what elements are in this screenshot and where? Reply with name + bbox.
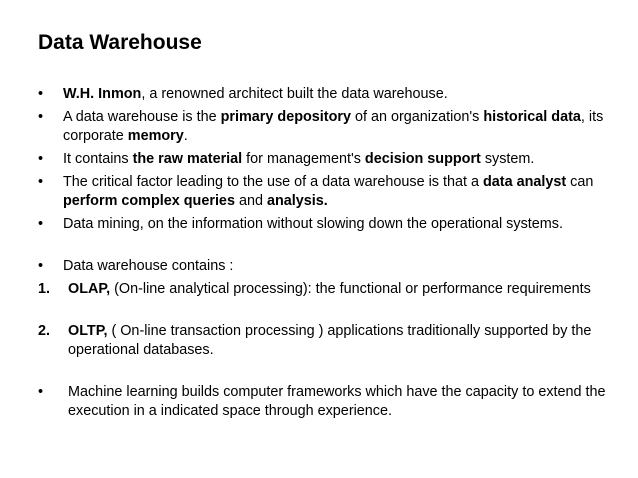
text-span: of an organization's <box>350 109 484 125</box>
text-span: Machine learning builds computer frameworks which have the capacity to extend the execution in a indicated space through experience. <box>68 384 606 419</box>
bullet-marker: • <box>38 151 44 167</box>
bullet-marker: • <box>38 86 44 102</box>
bullet-item <box>38 215 618 234</box>
text-bold: OLAP, <box>68 281 111 297</box>
bullet-marker: • <box>38 174 44 190</box>
list-number: 1. <box>38 281 51 297</box>
bullet-text <box>68 383 618 421</box>
bullet-text <box>63 215 618 234</box>
bullet-text <box>63 85 618 104</box>
bullet-marker: • <box>38 216 44 232</box>
text-span: and <box>234 193 267 209</box>
bullet-item <box>38 108 618 146</box>
text-bold: decision support <box>364 151 481 167</box>
text-bold: historical data <box>483 109 581 125</box>
text-bold: W.H. Inmon <box>63 86 142 102</box>
list-number: 2. <box>38 323 51 339</box>
bullet-text <box>63 173 618 211</box>
slide-title: Data Warehouse <box>38 31 202 54</box>
text-bold: primary depository <box>220 109 351 125</box>
text-span: A data warehouse is the <box>63 109 221 125</box>
bullet-item <box>38 257 618 276</box>
text-span: The critical factor leading to the use of a data warehouse is that a <box>63 174 483 190</box>
text-span: , its corporate <box>63 109 604 144</box>
text-span: for management's <box>242 151 365 167</box>
text-bold: the raw material <box>132 151 243 167</box>
text-span: Data mining, on the information without slowing down the operational systems. <box>63 216 563 232</box>
numbered-item <box>38 322 618 360</box>
text-bold: analysis. <box>266 193 328 209</box>
bullet-marker: • <box>38 384 44 400</box>
text-span: system. <box>480 151 535 167</box>
numbered-text <box>68 280 618 299</box>
text-span: It contains <box>63 151 133 167</box>
text-span: Data warehouse contains : <box>63 258 234 274</box>
text-span: can <box>566 174 594 190</box>
bullet-item <box>38 383 618 421</box>
bullet-text <box>63 150 618 169</box>
text-span: , a renowned architect built the data warehouse. <box>141 86 448 102</box>
text-span: ( On-line transaction processing ) applications traditionally supported by the operational databases. <box>68 323 592 358</box>
text-span: (On-line analytical processing): the functional or performance requirements <box>110 281 591 297</box>
numbered-text <box>68 322 618 360</box>
text-bold: data analyst <box>482 174 567 190</box>
numbered-item <box>38 280 618 299</box>
bullet-marker: • <box>38 109 44 125</box>
text-bold: OLTP, <box>68 323 108 339</box>
bullet-text <box>63 257 618 276</box>
bullet-item <box>38 150 618 169</box>
bullet-marker: • <box>38 258 44 274</box>
text-span: . <box>183 128 188 144</box>
bullet-text <box>63 108 618 146</box>
bullet-item <box>38 173 618 211</box>
text-bold: perform complex queries <box>63 193 235 209</box>
bullet-item <box>38 85 618 104</box>
text-bold: memory <box>127 128 184 144</box>
